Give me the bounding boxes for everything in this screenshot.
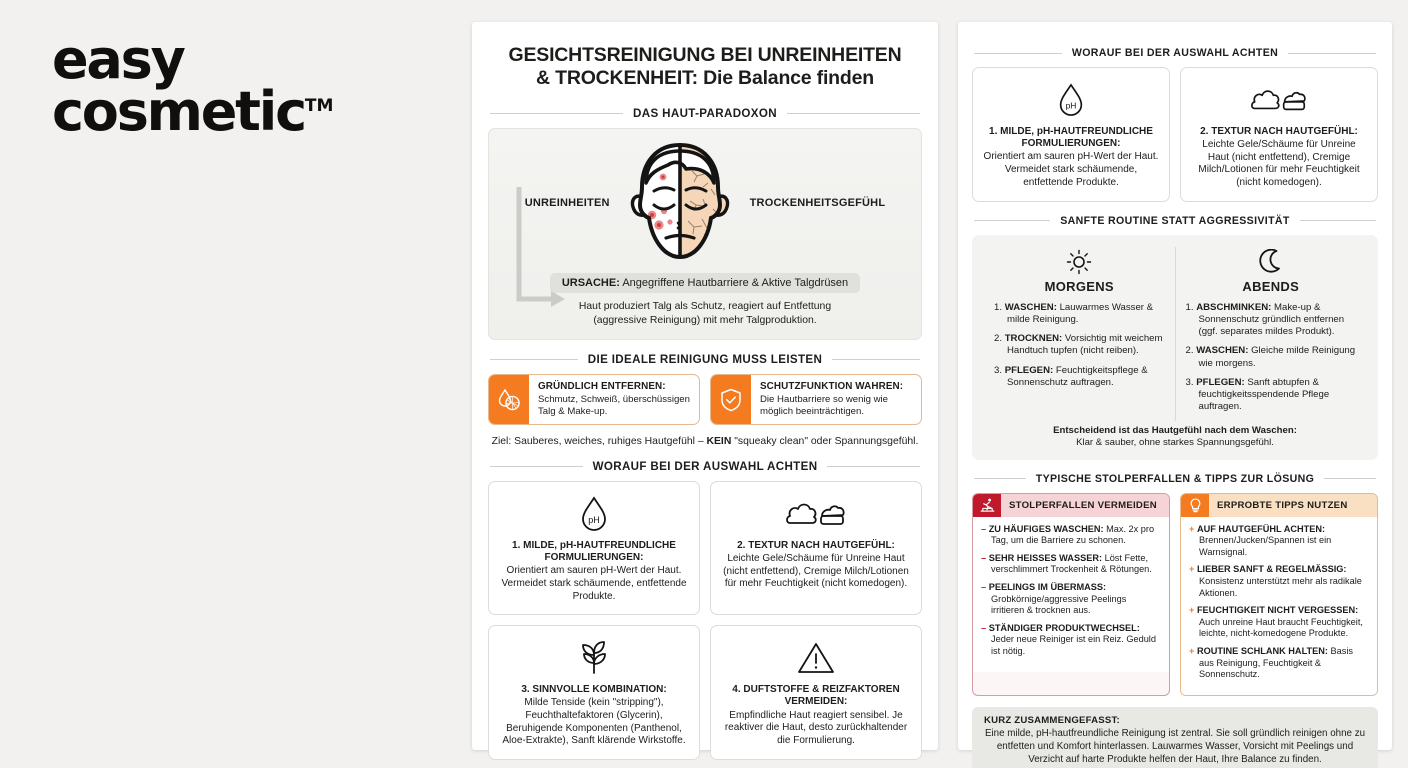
split-face-illustration <box>616 139 744 267</box>
choose-cards-row-2 <box>488 625 922 760</box>
ideal-card-protect-text <box>751 375 921 424</box>
tips-card-header-text: ERPROBTE TIPPS NUTZEN <box>1217 499 1348 511</box>
choose-card-3-body: Milde Tenside (kein "stripping"), Feuchthaltefaktoren (Glycerin), Beruhigende Komponenten (Panthenol, Aloe-Extrakte), Sanft klärende Wirkstoffe. <box>502 697 686 747</box>
list-marker: – <box>981 552 987 563</box>
step-text: Sanft abtupfen & feuchtigkeitsspendende Pflege auftragen. <box>1198 376 1330 413</box>
choose-card-4 <box>710 625 922 760</box>
brand-logo-zone <box>0 0 470 768</box>
tips-card-body <box>1181 517 1377 695</box>
list-item-text: Konsistenz unterstützt mehr als radikale Aktionen. <box>1199 576 1362 598</box>
foam-cream-icon <box>785 494 847 534</box>
step-text: Feuchtigkeitspflege & Sonnenschutz auftragen. <box>1007 364 1148 388</box>
section-title-ideal <box>490 353 920 366</box>
list-item-text: Brennen/Jucken/Spannen ist ein Warnsignal. <box>1199 535 1332 557</box>
list-item <box>981 553 1161 576</box>
list-item-label: FEUCHTIGKEIT NICHT VERGESSEN: <box>1196 605 1359 616</box>
right-choose-card-1-body: Orientiert am sauren pH-Wert der Haut. Vermeidet stark schäumende, entfettende Produkte. <box>983 151 1159 188</box>
pitfalls-card <box>972 493 1170 696</box>
ideal-card-protect <box>710 374 922 425</box>
routine-box <box>972 235 1378 460</box>
right-choose-card-2-body: Leichte Gele/Schäume für Unreine Haut (nicht entfettend), Cremige Milch/Lotionen für mehr Feuchtigkeit (nicht komedogen). <box>1198 139 1360 188</box>
list-item-label: ROUTINE SCHLANK HALTEN: <box>1196 645 1328 656</box>
svg-text:pH: pH <box>1065 100 1077 111</box>
leaf-icon <box>575 638 613 678</box>
list-marker: – <box>981 523 987 534</box>
list-marker: + <box>1189 564 1195 575</box>
pitfalls-list <box>981 524 1161 658</box>
routine-step <box>1186 302 1357 339</box>
step-num: 1. <box>994 301 1003 313</box>
list-item <box>1189 524 1369 559</box>
step-text: Gleiche milde Reinigung wie morgens. <box>1198 345 1356 369</box>
list-marker: + <box>1189 523 1195 534</box>
step-label: TROCKNEN: <box>1004 333 1063 345</box>
list-item <box>981 582 1161 617</box>
section-title-routine-text: SANFTE ROUTINE STATT AGGRESSIVITÄT <box>1060 214 1290 227</box>
warning-triangle-icon <box>796 638 836 678</box>
routine-morning-title: MORGENS <box>1044 278 1114 294</box>
step-text: Vorsichtig mit weichem Handtuch tupfen (nicht reiben). <box>1007 333 1163 357</box>
hurdle-icon <box>973 494 1001 517</box>
cause-text: Angegriffene Hautbarriere & Aktive Talgdrüsen <box>619 277 849 289</box>
list-item-label: PEELINGS IM ÜBERMASS: <box>988 582 1107 592</box>
routine-evening-title: ABENDS <box>1242 278 1300 294</box>
section-title-routine <box>974 215 1376 227</box>
ideal-card-protect-body: Die Hautbarriere so wenig wie möglich beeinträchtigen. <box>760 393 888 418</box>
ideal-card-protect-title: SCHUTZFUNKTION WAHREN: <box>760 381 904 393</box>
list-item <box>981 623 1161 658</box>
step-num: 1. <box>1185 301 1194 313</box>
section-title-paradox <box>490 107 920 120</box>
page-title <box>488 36 922 94</box>
brand-line-2: cosmetic <box>52 79 305 143</box>
choose-card-1 <box>488 481 700 615</box>
paradox-note-line-1: Haut produziert Talg als Schutz, reagiert auf Entfettung <box>578 301 832 312</box>
brand-line-2-wrap <box>52 79 334 143</box>
choose-card-4-body: Empfindliche Haut reagiert sensibel. Je reaktiver die Haut, desto zurückhaltender die Formulierung. <box>724 709 908 746</box>
brand-logo <box>52 28 334 143</box>
list-item <box>1189 605 1369 640</box>
step-num: 3. <box>994 364 1003 376</box>
ideal-card-remove <box>488 374 700 425</box>
list-item-text: Basis aus Reinigung, Feuchtigkeit & Sonnenschutz. <box>1199 645 1353 680</box>
page-title-line-1: GESICHTSREINIGUNG BEI UNREINHEITEN <box>508 44 902 66</box>
ph-droplet-icon <box>577 494 611 534</box>
step-text: Make-up & Sonnenschutz gründlich entfernen (ggf. separates mildes Produkt). <box>1198 301 1345 338</box>
list-marker: – <box>981 582 987 592</box>
section-title-choose-left <box>490 460 920 473</box>
page-title-line-2: & TROCKENHEIT: Die Balance finden <box>536 67 874 89</box>
ph-droplet-icon <box>1055 80 1087 120</box>
routine-step <box>994 365 1165 390</box>
step-num: 2. <box>1185 345 1194 357</box>
summary-title: KURZ ZUSAMMENGEFASST: <box>984 714 1120 726</box>
list-item <box>1189 564 1369 599</box>
tips-list <box>1189 524 1369 681</box>
list-item-label: LIEBER SANFT & REGELMÄSSIG: <box>1196 564 1347 575</box>
routine-step <box>994 302 1165 327</box>
routine-step <box>1186 377 1357 414</box>
section-title-ideal-text: DIE IDEALE REINIGUNG MUSS LEISTEN <box>587 353 823 367</box>
svg-text:pH: pH <box>588 515 600 526</box>
step-label: WASCHEN: <box>1004 301 1057 313</box>
ideal-card-remove-title: GRÜNDLICH ENTFERNEN: <box>538 381 666 393</box>
routine-footer-bold: Entscheidend ist das Hautgefühl nach dem Waschen: <box>1053 424 1297 436</box>
list-item <box>1189 646 1369 681</box>
list-item-label: SEHR HEISSES WASSER: <box>988 552 1103 563</box>
list-marker: + <box>1189 645 1195 656</box>
tips-card-header <box>1181 494 1377 517</box>
paradox-note-line-2: (aggressive Reinigung) mit mehr Talgproduktion. <box>593 314 817 326</box>
choose-card-2 <box>710 481 922 615</box>
routine-morning <box>984 247 1176 421</box>
right-choose-cards-row <box>972 67 1378 202</box>
goal-bold: KEIN <box>706 436 732 448</box>
right-choose-card-2-title: 2. TEXTUR NACH HAUTGEFÜHL: <box>1200 126 1358 137</box>
sun-icon <box>994 247 1165 277</box>
list-item-text: Grobkörnige/aggressive Peelings irritieren & trocknen aus. <box>991 593 1127 616</box>
ideal-cards-row <box>488 374 922 425</box>
routine-step <box>1186 345 1357 370</box>
step-num: 3. <box>1185 376 1194 388</box>
section-title-pitfalls <box>974 473 1376 485</box>
brand-line-1: easy <box>52 28 184 91</box>
section-title-paradox-text: DAS HAUT-PARADOXON <box>633 107 777 120</box>
cause-pill <box>550 273 860 293</box>
pitfalls-card-header-text: STOLPERFALLEN VERMEIDEN <box>1009 499 1157 511</box>
right-choose-card-1-title: 1. MILDE, pH-HAUTFREUNDLICHE FORMULIERUNGEN: <box>989 126 1153 150</box>
left-panel <box>472 22 938 750</box>
routine-evening <box>1176 247 1367 421</box>
step-num: 2. <box>994 333 1003 345</box>
section-title-choose-left-text: WORAUF BEI DER AUSWAHL ACHTEN <box>592 460 818 474</box>
list-item-text: Jeder neue Reiniger ist ein Reiz. Geduld ist nötig. <box>991 634 1156 656</box>
goal-line <box>488 436 922 447</box>
list-item-text: Löst Fette, verschlimmert Trockenheit & Rötungen. <box>991 552 1152 575</box>
right-choose-card-2 <box>1180 67 1378 202</box>
section-title-pitfalls-text: TYPISCHE STOLPERFALLEN & TIPPS ZUR LÖSUNG <box>1035 472 1315 485</box>
routine-morning-steps <box>994 302 1165 390</box>
pitfalls-row <box>972 493 1378 696</box>
moon-icon <box>1186 247 1357 277</box>
lightbulb-icon <box>1181 494 1209 517</box>
list-marker: + <box>1189 605 1195 616</box>
step-label: WASCHEN: <box>1196 345 1249 357</box>
choose-cards-row-1 <box>488 481 922 615</box>
summary-box <box>972 707 1378 768</box>
pitfalls-card-body <box>973 517 1169 672</box>
step-label: PFLEGEN: <box>1004 364 1054 376</box>
section-title-choose-right <box>974 47 1376 59</box>
paradox-label-left: UNREINHEITEN <box>524 197 610 209</box>
list-item <box>981 524 1161 547</box>
paradox-box <box>488 128 922 340</box>
step-label: ABSCHMINKEN: <box>1196 301 1272 313</box>
routine-footer-text: Klar & sauber, ohne starkes Spannungsgefühl. <box>1076 437 1274 449</box>
choose-card-3 <box>488 625 700 760</box>
cause-label: URSACHE: <box>561 277 620 289</box>
ideal-card-remove-body: Schmutz, Schweiß, überschüssigen Talg & Make-up. <box>538 393 690 418</box>
foam-cream-icon <box>1250 80 1308 120</box>
routine-columns <box>984 247 1366 421</box>
right-panel <box>958 22 1392 765</box>
list-marker: – <box>981 622 987 633</box>
choose-card-1-body: Orientiert am sauren pH-Wert der Haut. Vermeidet stark schäumende, entfettende Produkte. <box>501 565 687 602</box>
list-item-label: AUF HAUTGEFÜHL ACHTEN: <box>1196 523 1326 534</box>
droplet-sponge-icon <box>489 375 529 424</box>
pitfalls-card-header <box>973 494 1169 517</box>
shield-check-icon <box>711 375 751 424</box>
choose-card-4-title: 4. DUFTSTOFFE & REIZFAKTOREN VERMEIDEN: <box>732 684 900 708</box>
paradox-row <box>499 139 911 267</box>
list-item-text: Max. 2x pro Tag, um die Barriere zu schonen. <box>991 523 1155 546</box>
choose-card-3-title: 3. SINNVOLLE KOMBINATION: <box>521 684 667 696</box>
routine-step <box>994 333 1165 358</box>
step-text: Lauwarmes Wasser & milde Reinigung. <box>1007 301 1154 325</box>
choose-card-2-title: 2. TEXTUR NACH HAUTGEFÜHL: <box>737 540 895 552</box>
tips-card <box>1180 493 1378 696</box>
list-item-label: STÄNDIGER PRODUKTWECHSEL: <box>988 622 1140 633</box>
section-title-choose-right-text: WORAUF BEI DER AUSWAHL ACHTEN <box>1071 47 1279 59</box>
step-label: PFLEGEN: <box>1196 376 1245 388</box>
ideal-card-remove-text <box>529 375 699 424</box>
right-choose-card-1 <box>972 67 1170 202</box>
list-item-text: Auch unreine Haut braucht Feuchtigkeit, leichte, nicht-komedogene Produkte. <box>1199 616 1363 639</box>
paradox-label-right: TROCKENHEITSGEFÜHL <box>749 197 886 209</box>
choose-card-1-title: 1. MILDE, pH-HAUTFREUNDLICHE FORMULIERUNGEN: <box>512 540 676 564</box>
choose-card-2-body: Leichte Gele/Schäume für Unreine Haut (nicht entfettend), Cremige Milch/Lotionen für mehr Feuchtigkeit (nicht komedogen). <box>723 553 909 590</box>
trademark-mark: TM <box>304 95 334 116</box>
goal-suffix: "squeaky clean" oder Spannungsgefühl. <box>731 436 919 448</box>
routine-evening-steps <box>1186 302 1357 414</box>
routine-footer <box>984 425 1366 450</box>
summary-body: Eine milde, pH-hautfreundliche Reinigung ist zentral. Sie soll gründlich reinigen ohne zu entfetten und Komfort hinterlassen. Lauwarmes Wasser, Vorsicht mit Peelings und Verzicht auf harte Produkte helfen der Haut, Ihre Balance zu finden. <box>984 727 1366 765</box>
goal-prefix: Ziel: Sauberes, weiches, ruhiges Hautgefühl – <box>491 436 707 448</box>
list-item-label: ZU HÄUFIGES WASCHEN: <box>988 523 1104 534</box>
